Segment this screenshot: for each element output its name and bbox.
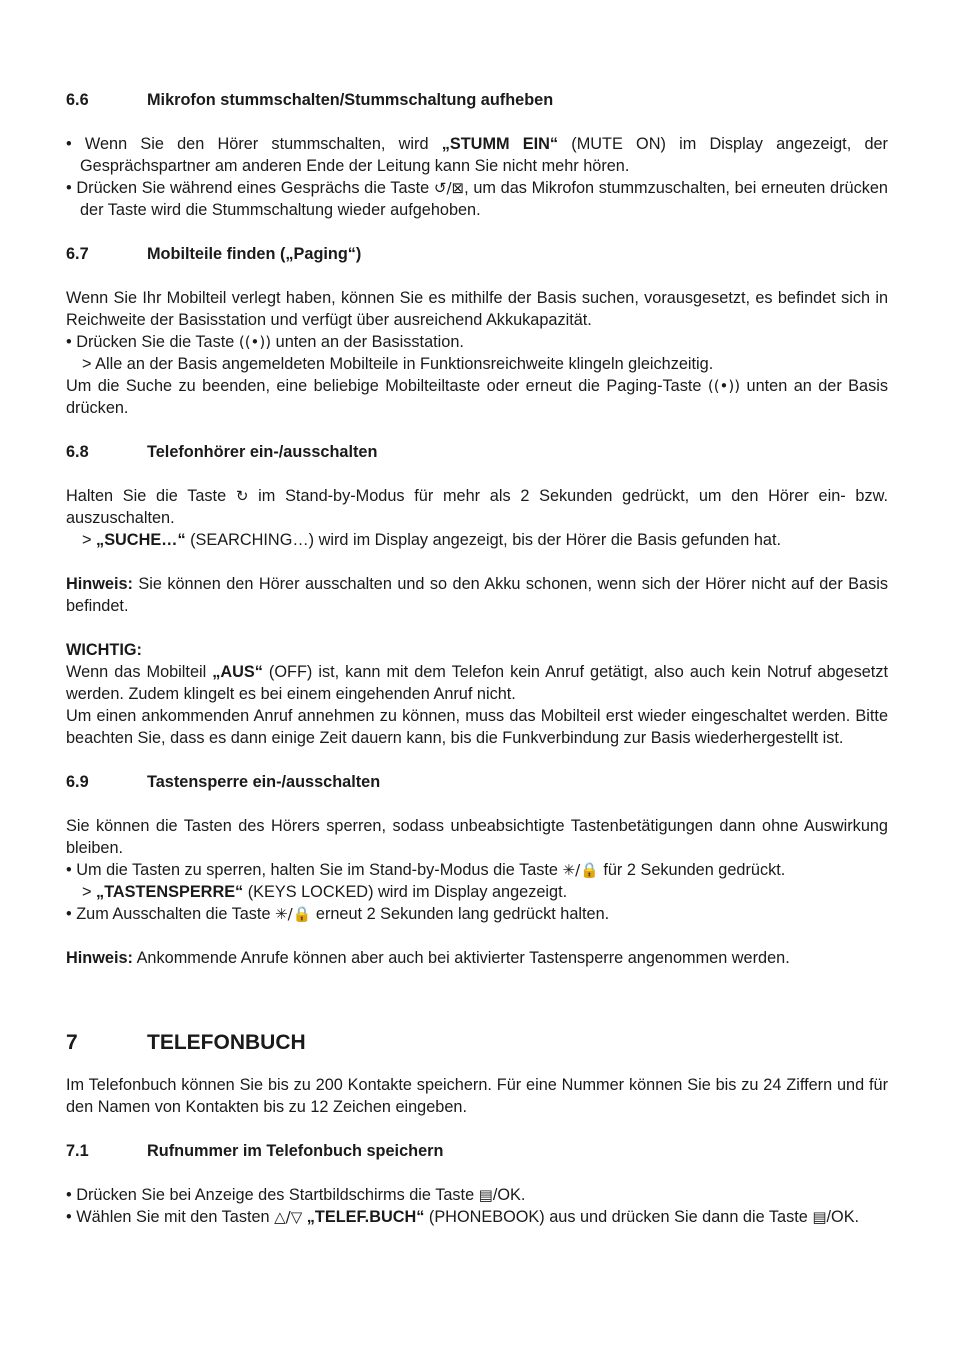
- section-number: 6.6: [66, 91, 89, 109]
- hint-label: Hinweis:: [66, 575, 133, 593]
- list-item-mute-key: • Drücken Sie während eines Gesprächs die Taste ↺/⊠, um das Mikrofon stummzuschalten, bei erneuten drücken der Taste wird die Stummschaltung wieder aufgehoben.: [66, 179, 888, 219]
- section-title: Mikrofon stummschalten/Stummschaltung aufheben: [147, 91, 554, 109]
- paragraph-paging-intro: Wenn Sie Ihr Mobilteil verlegt haben, können Sie es mithilfe der Basis suchen, vorausgesetzt, es befindet sich in Reichweite der Basisstation und verfügt über ausreichend Akkukapazität.: [66, 289, 888, 329]
- chapter-number: 7: [66, 1031, 78, 1054]
- paragraph-power-key: Halten Sie die Taste ↻ im Stand-by-Modus für mehr als 2 Sekunden gedrückt, um den Hörer ein- bzw. auszuschalten.: [66, 487, 888, 527]
- paragraph-phonebook-intro: Im Telefonbuch können Sie bis zu 200 Kontakte speichern. Für eine Nummer können Sie bis zu 24 Ziffern und für den Namen von Kontakten bis zu 12 Zeichen eingeben.: [66, 1076, 888, 1116]
- menu-key-icon: ▤: [812, 1208, 827, 1226]
- section-heading-6-8: [66, 441, 888, 463]
- hint-label: Hinweis:: [66, 949, 133, 967]
- star-lock-key-icon: ✳/🔒: [562, 861, 599, 879]
- section-number: 7.1: [66, 1142, 89, 1160]
- list-item-keylock-off: • Zum Ausschalten die Taste ✳/🔒 erneut 2 Sekunden lang gedrückt halten.: [66, 905, 610, 923]
- power-key-icon: ↻: [235, 487, 249, 505]
- section-title: Telefonhörer ein-/ausschalten: [147, 443, 378, 461]
- chapter-title: TELEFONBUCH: [147, 1031, 306, 1054]
- list-item-paging-key: • Drücken Sie die Taste ((•)) unten an der Basisstation.: [66, 333, 464, 351]
- section-heading-7-1: [66, 1140, 888, 1162]
- paging-icon: ((•)): [707, 377, 741, 395]
- section-title: Rufnummer im Telefonbuch speichern: [147, 1142, 444, 1160]
- page-content: [66, 89, 888, 1228]
- section-number: 6.7: [66, 245, 89, 263]
- important-paragraph-1: Wenn das Mobilteil „AUS“ (OFF) ist, kann mit dem Telefon kein Anruf getätigt, also auch kein Notruf abgesetzt werden. Zudem klingelt es bei einem eingehenden Anruf nicht.: [66, 663, 888, 703]
- display-text-tastensperre: „TASTENSPERRE“: [96, 883, 244, 901]
- section-number: 6.8: [66, 443, 89, 461]
- paragraph-keylock-intro: Sie können die Tasten des Hörers sperren, sodass unbeabsichtigte Tastenbetätigungen dann ohne Auswirkung bleiben.: [66, 817, 888, 857]
- result-line-paging: > Alle an der Basis angemeldeten Mobilteile in Funktionsreichweite klingeln gleichzeitig.: [82, 355, 714, 373]
- section-heading-6-6: [66, 89, 888, 111]
- list-item-keylock-on: • Um die Tasten zu sperren, halten Sie im Stand-by-Modus die Taste ✳/🔒 für 2 Sekunden gedrückt.: [66, 861, 786, 879]
- section-number: 6.9: [66, 773, 89, 791]
- section-title: Tastensperre ein-/ausschalten: [147, 773, 381, 791]
- important-paragraph-2: Um einen ankommenden Anruf annehmen zu können, muss das Mobilteil erst wieder eingeschaltet werden. Bitte beachten Sie, dass es dann einige Zeit dauern kann, bis die Funkverbindung zur Basis wiederhergestellt ist.: [66, 707, 888, 747]
- section-heading-6-9: [66, 771, 888, 793]
- menu-key-icon: ▤: [478, 1186, 493, 1204]
- result-line-keylock: > „TASTENSPERRE“ (KEYS LOCKED) wird im Display angezeigt.: [82, 883, 568, 901]
- hint-keylock: Hinweis: Ankommende Anrufe können aber auch bei aktivierter Tastensperre angenommen werden.: [66, 949, 790, 967]
- mute-key-icon: ↺/⊠: [433, 179, 465, 197]
- display-text-stumm-ein: „STUMM EIN“: [441, 135, 559, 153]
- list-item-mute-display: • Wenn Sie den Hörer stummschalten, wird „STUMM EIN“ (MUTE ON) im Display angezeigt, der Gesprächspartner am anderen Ende der Leitung kann Sie nicht mehr hören.: [66, 135, 888, 175]
- display-text-suche: „SUCHE…“: [96, 531, 186, 549]
- paragraph-paging-end: Um die Suche zu beenden, eine beliebige Mobilteiltaste oder erneut die Paging-Taste ((•)) unten an der Basis drücken.: [66, 377, 888, 417]
- up-down-keys-icon: △/▽: [274, 1208, 303, 1226]
- section-heading-6-7: [66, 243, 888, 265]
- display-text-aus: „AUS“: [212, 663, 263, 681]
- paging-icon: ((•)): [238, 333, 272, 351]
- list-item-menu-key: • Drücken Sie bei Anzeige des Startbildschirms die Taste ▤/OK.: [66, 1186, 526, 1204]
- star-lock-key-icon: ✳/🔒: [275, 905, 312, 923]
- hint-power: Hinweis: Sie können den Hörer ausschalten und so den Akku schonen, wenn sich der Hörer nicht auf der Basis befindet.: [66, 575, 888, 615]
- result-line-searching: > „SUCHE…“ (SEARCHING…) wird im Display angezeigt, bis der Hörer die Basis gefunden hat.: [82, 531, 782, 549]
- display-text-telef-buch: „TELEF.BUCH“: [302, 1208, 425, 1226]
- chapter-heading-7: [66, 1029, 888, 1057]
- section-title: Mobilteile finden („Paging“): [147, 245, 362, 263]
- important-label: WICHTIG:: [66, 641, 142, 659]
- list-item-select-phonebook: • Wählen Sie mit den Tasten △/▽ „TELEF.BUCH“ (PHONEBOOK) aus und drücken Sie dann die Taste ▤/OK.: [66, 1208, 860, 1226]
